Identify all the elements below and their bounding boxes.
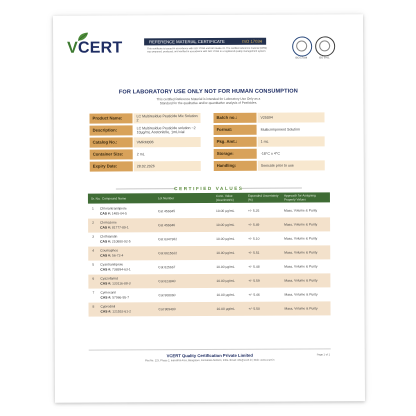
row-cas: 1485-04-5 (111, 211, 127, 216)
row-name: Coumaphos (100, 248, 119, 253)
row-lot: Cat 6615622 (158, 251, 178, 256)
row-no: 6 (92, 276, 95, 281)
row-no: 1 (91, 206, 94, 211)
row-unc: +/- 5.51 (248, 250, 260, 255)
handling-value: Sonicate prior to use (258, 160, 325, 170)
row-method: Mass, Volume & Purity (284, 250, 318, 255)
page-number: Page 1 of 1 (316, 353, 331, 357)
accreditation-seal-icon (292, 36, 312, 56)
row-no: 8 (92, 304, 95, 309)
row-method: Mass, Volume & Purity (284, 292, 318, 297)
row-conc: 10.00 µg/mL (216, 222, 235, 227)
row-method: Mass, Volume & Purity (284, 236, 318, 241)
storage-value: -18°C ± 4°C (260, 151, 280, 156)
description-value: LC Multiresidue Pesticide solution ~2 10µg/mL Acetonitrile, 1mL/vial (136, 126, 196, 135)
certificate-header (53, 14, 363, 70)
row-name: Clomazone (100, 220, 117, 225)
footer-divider (89, 348, 331, 350)
row-no: 4 (92, 248, 95, 253)
seal1-caption: ISO 17034 (295, 56, 308, 60)
row-conc: 10.00 µg/mL (216, 292, 235, 297)
logo-text-cert: CERT (77, 39, 123, 57)
row-conc: 10.00 µg/mL (216, 306, 235, 311)
row-lot: Cat 825667 (158, 265, 176, 270)
storage-label: Storage: (214, 149, 257, 159)
row-name: Cymoxanil (100, 290, 116, 295)
row-unc: +/- 5.46 (248, 292, 260, 297)
logo-text-v: V (67, 39, 79, 57)
row-lot: Cat 908060 (158, 293, 176, 298)
container-value: 2 mL (136, 152, 145, 157)
table-row: 8 Cyprodinil CAS #: 121552-61-2 Cat 909400 10.00 µg/mL +/- 5.50 Mass, Volume & Purity (88, 301, 330, 316)
row-cas: 56-72-4 (111, 253, 124, 258)
table-row: 2 Clomazone CAS #: 81777-89-1 Cat 456846 10.00 µg/mL +/- 5.49 Mass, Volume & Purity (88, 217, 330, 232)
handling-label: Handling: (214, 161, 257, 171)
table-row: 4 Coumaphos CAS #: 56-72-4 Cat 6615622 10.00 µg/mL +/- 5.51 Mass, Volume & Purity (88, 245, 330, 260)
row-cas: 736994-63-1 (112, 267, 131, 272)
certified-values-title: CERTIFIED VALUES (174, 185, 244, 192)
pkg-label: Pkg. Amt.: (214, 137, 257, 147)
col-name: Compound Name (101, 196, 127, 201)
row-lot: Cat 456845 (158, 209, 176, 214)
product-name-label: Product Name: (90, 113, 133, 123)
footer-company: VCERT Quality Certification Private Limited (166, 352, 253, 359)
row-unc: +/- 5.59 (248, 278, 260, 283)
batch-value: V25094 (257, 112, 324, 122)
lab-only-heading: FOR LABORATORY USE ONLY NOT FOR HUMAN CONSUMPTION (118, 88, 298, 96)
row-conc: 10.00 µg/mL (216, 236, 235, 241)
container-label: Container Size: (90, 149, 133, 159)
row-lot: Cat 456846 (158, 223, 176, 228)
format-label: Format: (214, 125, 257, 135)
row-name: Cyantraniliprole (100, 262, 124, 267)
product-name-value: LC Multiresidue Pesticide Mix Solution 2 (134, 113, 201, 123)
row-method: Mass, Volume & Purity (284, 264, 318, 269)
certificate-blurb: This certificate is issued in accordance with ISO 17034 and ISO Guide 31. The certified reference material (CRM) was prepared, produced, and verified in accordance with ISO 17034 in a registered quality management system. (147, 46, 267, 54)
product-info-grid (90, 112, 330, 169)
row-conc: 10.00 µg/mL (216, 264, 235, 269)
row-lot: Cat 623840 (158, 279, 176, 284)
row-cas: 120116-88-3 (112, 281, 131, 286)
certified-values-table (88, 192, 330, 314)
certificate-title: REFERENCE MATERIAL CERTIFICATE (149, 38, 225, 45)
expiry-value: 28.02.2026 (134, 161, 201, 171)
col-lot: Lot Number (157, 196, 175, 201)
row-unc: +/- 5.48 (248, 264, 260, 269)
row-name: Cyprodinil (100, 304, 116, 309)
table-header (88, 192, 330, 203)
row-no: 5 (92, 262, 95, 267)
table-row: 7 Cymoxanil CAS #: 57966-95-7 Cat 908060 10.00 µg/mL +/- 5.46 Mass, Volume & Purity (92, 290, 318, 300)
batch-label: Batch no.: (213, 113, 256, 123)
row-method: Mass, Volume & Purity (284, 222, 318, 227)
col-no: Sr. No. (90, 196, 101, 201)
table-row: 1 Chlorantraniliprole CAS #: 1485-04-5 Cat 456845 10.00 µg/mL +/- 5.25 Mass, Volume & Purity (91, 206, 318, 216)
note-line-1: This certified Reference Material is intended for Laboratory Use Only as a (156, 96, 261, 102)
row-name: Clothianidin (100, 234, 118, 239)
row-conc: 10.00 µg/mL (216, 250, 235, 255)
iso-label: ISO 17034 (242, 38, 263, 44)
table-row: 5 Cyantraniliprole CAS #: 736994-63-1 Cat 825667 10.00 µg/mL +/- 5.48 Mass, Volume & Purity (92, 262, 318, 272)
row-no: 3 (92, 234, 94, 239)
description-label: Description: (90, 125, 133, 135)
row-unc: +/- 5.49 (248, 222, 260, 227)
row-name: Chlorantraniliprole (99, 206, 127, 211)
row-cas: 210880-92-5 (111, 239, 131, 244)
certificate-page (53, 14, 365, 403)
catalog-label: Catalog No.: (90, 137, 133, 147)
row-no: 7 (92, 290, 95, 295)
pkg-value: 1 mL (258, 136, 325, 146)
row-cas: 81777-89-1 (111, 225, 129, 230)
row-method: Mass, Volume & Purity (284, 306, 318, 311)
col-unc: Expanded Uncertainty (%) (247, 193, 279, 202)
row-conc: 10.00 µg/mL (216, 278, 235, 283)
row-cas: 57966-95-7 (112, 295, 130, 300)
row-lot: Cat 6347382 (158, 237, 178, 242)
seal2-caption: ISO 9001 (318, 56, 330, 60)
footer-address: Plot No. 123, Phase 2, Industrial Area, Bangalore, Karnataka 560100, India. Email: info@vcert.in | Web: www.vcert.in (145, 358, 275, 363)
certificate-title-bar (144, 38, 266, 46)
table-row: 6 Cyazofamid CAS #: 120116-88-3 Cat 623840 10.00 µg/mL +/- 5.59 Mass, Volume & Purity (88, 273, 330, 288)
row-cas: 121552-61-2 (112, 309, 131, 314)
row-method: Mass, Volume & Purity (284, 208, 318, 213)
row-method: Mass, Volume & Purity (284, 278, 318, 283)
row-conc: 10.00 µg/mL (216, 208, 235, 213)
row-unc: +/- 5.50 (248, 306, 260, 311)
row-name: Cyazofamid (100, 276, 118, 281)
col-conc: Conc. Value (Gravimetric) (215, 193, 234, 202)
format-value: Multicomponent Solution (260, 127, 300, 132)
col-method: Approach for Assigning Property Values (283, 193, 316, 202)
table-row: 3 Clothianidin CAS #: 210880-92-5 Cat 6347382 10.00 µg/mL +/- 5.10 Mass, Volume & Purity (92, 234, 318, 244)
certification-seal-icon (315, 36, 335, 56)
expiry-label: Expiry Date: (90, 161, 133, 171)
vcert-logo (67, 31, 151, 59)
note-line-2: Standard for the qualitative and/or quantitative analysis of Pesticides. (159, 100, 258, 106)
catalog-value: VMRM006 (134, 137, 201, 147)
row-unc: +/- 5.25 (248, 208, 260, 213)
row-lot: Cat 909400 (158, 307, 176, 312)
row-unc: +/- 5.10 (248, 236, 260, 241)
row-no: 2 (92, 220, 94, 225)
